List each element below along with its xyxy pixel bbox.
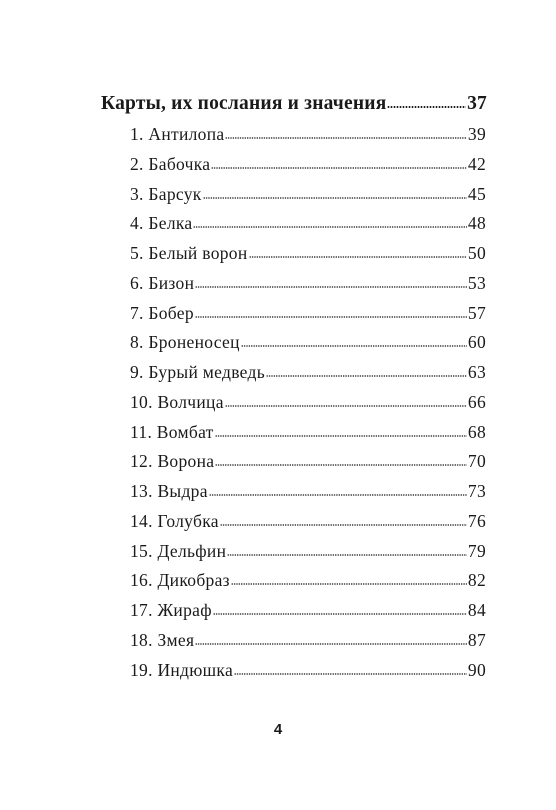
- entry-title: 8. Броненосец: [130, 332, 240, 353]
- entry-title: 1. Антилопа: [130, 124, 225, 144]
- toc-entry: [130, 511, 486, 532]
- entry-title: 11. Вомбат: [130, 421, 214, 442]
- dot-leader: [241, 345, 467, 347]
- entry-page-number: 70: [467, 451, 486, 472]
- dot-leader: [203, 197, 467, 199]
- entry-title: 10. Волчица: [130, 391, 224, 412]
- toc-entry: [130, 600, 486, 621]
- entry-page-number: 48: [467, 213, 486, 234]
- entry-title: 14. Голубка: [130, 510, 219, 531]
- entry-page-number: 90: [467, 659, 486, 680]
- toc-entry: [130, 213, 486, 234]
- toc-entry: [130, 630, 486, 651]
- dot-leader: [195, 316, 467, 318]
- entry-page-number: 39: [467, 124, 486, 144]
- toc-entry: [130, 362, 486, 383]
- entry-title: 13. Выдра: [130, 481, 208, 501]
- entry-page-number: 73: [467, 481, 486, 501]
- toc-section-heading: [101, 93, 487, 115]
- section-title: Карты, их послания и значения: [101, 93, 387, 114]
- entry-page-number: 60: [467, 332, 486, 353]
- dot-leader: [225, 405, 467, 407]
- entry-title: 5. Белый ворон: [130, 243, 248, 263]
- dot-leader: [227, 554, 467, 556]
- entry-page-number: 76: [467, 510, 486, 531]
- entry-page-number: 66: [467, 391, 486, 412]
- toc-entry: [130, 570, 486, 591]
- entry-title: 9. Бурый медведь: [130, 362, 266, 382]
- dot-leader: [266, 375, 467, 377]
- page-number: 4: [273, 721, 283, 738]
- entry-title: 2. Бабочка: [130, 153, 211, 174]
- entry-title: 17. Жираф: [130, 600, 212, 620]
- dot-leader: [225, 137, 466, 139]
- entry-page-number: 68: [467, 421, 486, 442]
- entry-title: 18. Змея: [130, 629, 195, 650]
- entry-page-number: 82: [467, 570, 486, 591]
- entry-title: 7. Бобер: [130, 302, 194, 323]
- toc-entry: [130, 273, 486, 294]
- dot-leader: [213, 613, 467, 615]
- entry-page-number: 45: [467, 183, 486, 204]
- dot-leader: [195, 286, 467, 288]
- dot-leader: [211, 167, 467, 169]
- entry-title: 12. Ворона: [130, 451, 215, 472]
- dot-leader: [193, 226, 466, 228]
- entry-page-number: 79: [467, 540, 486, 561]
- entry-page-number: 50: [467, 243, 486, 263]
- dot-leader: [215, 435, 467, 437]
- toc-entry: [130, 184, 486, 205]
- toc-entry: [130, 332, 486, 353]
- entry-page-number: 53: [467, 272, 486, 293]
- entry-title: 15. Дельфин: [130, 540, 227, 561]
- dot-leader: [234, 673, 467, 675]
- entry-page-number: 63: [467, 362, 486, 382]
- dot-leader: [231, 583, 467, 585]
- dot-leader: [215, 464, 467, 466]
- dot-leader: [220, 524, 467, 526]
- toc-entry: [130, 481, 486, 502]
- entry-title: 4. Белка: [130, 213, 193, 234]
- toc-entry: [130, 541, 486, 562]
- toc-entry: [130, 124, 486, 145]
- toc-entry: [130, 303, 486, 324]
- entry-page-number: 87: [467, 629, 486, 650]
- dot-leader: [387, 106, 466, 108]
- toc-entry: [130, 451, 486, 472]
- entry-title: 6. Бизон: [130, 272, 195, 293]
- entry-page-number: 84: [467, 600, 486, 620]
- toc-entry: [130, 154, 486, 175]
- dot-leader: [195, 643, 467, 645]
- section-page-number: 37: [467, 93, 487, 114]
- toc-entry: [130, 392, 486, 413]
- toc-entry: [130, 660, 486, 681]
- dot-leader: [209, 494, 467, 496]
- entry-page-number: 42: [467, 153, 486, 174]
- toc-entry: [130, 422, 486, 443]
- dot-leader: [249, 256, 467, 258]
- entry-page-number: 57: [467, 302, 486, 323]
- entry-title: 3. Барсук: [130, 183, 202, 204]
- entry-title: 19. Индюшка: [130, 659, 234, 680]
- toc-entry: [130, 243, 486, 264]
- entry-title: 16. Дикобраз: [130, 570, 230, 591]
